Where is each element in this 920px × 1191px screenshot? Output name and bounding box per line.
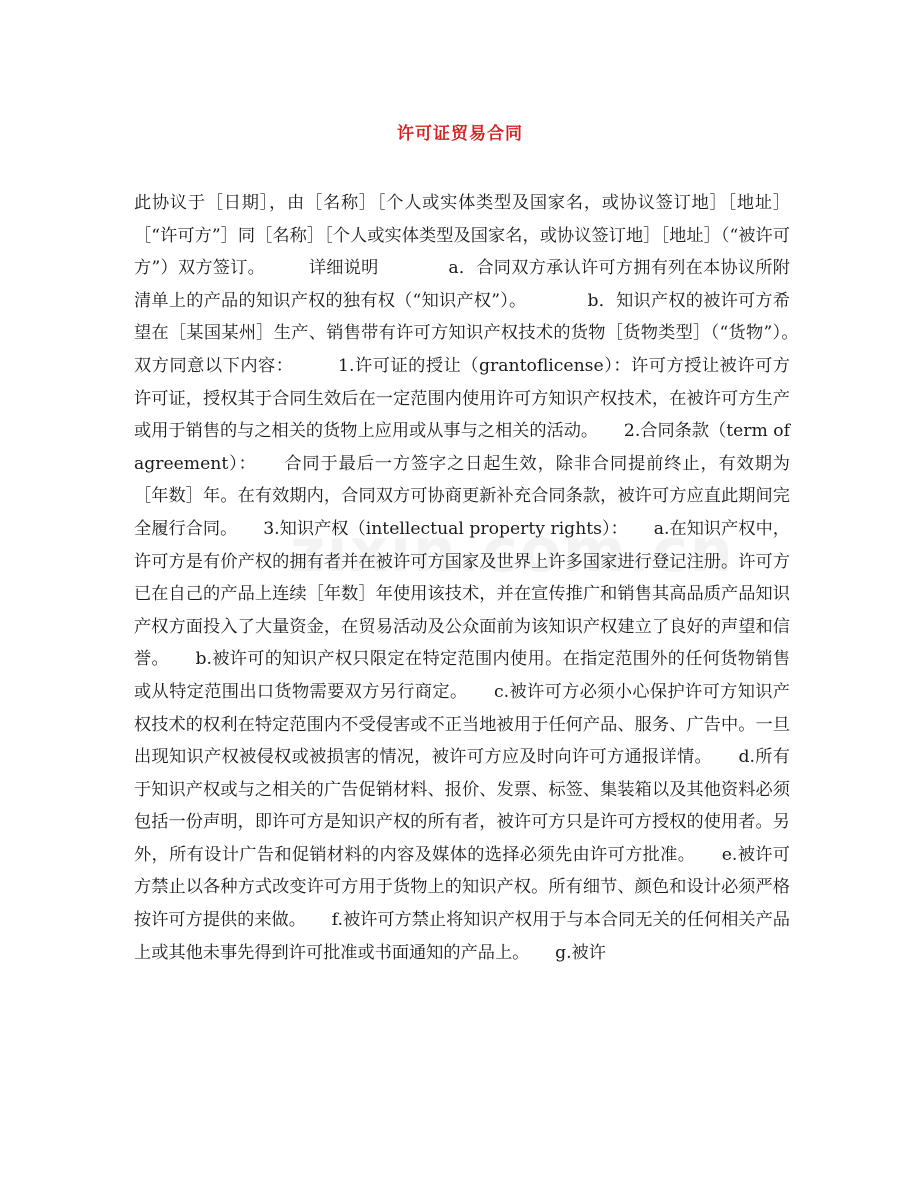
document-title: 许可证贸易合同 [397, 124, 523, 144]
document-body: 此协议于［日期］，由［名称］［个人或实体类型及国家名，或协议签订地］［地址］［“许可方”］同［名称］［个人或实体类型及国家名，或协议签订地］［地址］（“被许可方”）双方签订。 详细说明 a．合同双方承认许可方拥有列在本协议所附清单上的产品的知识产权的独有权（“知识产权”）。 b．知识产权的被许可方希望在［某国某州］生产、销售带有许可方知识产权技术的货物［货物类型］（“货物”）。 双方同意以下内容： 1.许可证的授让（grantoflicense）：许可方授让被许可方许可证，授权其于合同生效后在一定范围内使用许可方知识产权技术，在被许可方生产或用于销售的与之相关的货物上应用或从事与之相关的活动。 2.合同条款（term of agreement）： 合同于最后一方签字之日起生效，除非合同提前终止，有效期为［年数］年。在有效期内，合同双方可协商更新补充合同条款，被许可方应直此期间完全履行合同。 3.知识产权（intellectual property rights）： a.在知识产权中，许可方是有价产权的拥有者并在被许可方国家及世界上许多国家进行登记注册。许可方已在自己的产品上连续［年数］年使用该技术，并在宣传推广和销售其高品质产品知识产权方面投入了大量资金，在贸易活动及公众面前为该知识产权建立了良好的声望和信誉。 b.被许可的知识产权只限定在特定范围内使用。在指定范围外的任何货物销售或从特定范围出口货物需要双方另行商定。 c.被许可方必须小心保护许可方知识产权技术的权利在特定范围内不受侵害或不正当地被用于任何产品、服务、广告中。一旦出现知识产权被侵权或被损害的情况，被许可方应及时向许可方通报详情。 d.所有于知识产权或与之相关的广告促销材料、报价、发票、标签、集装箱以及其他资料必须包括一份声明，即许可方是知识产权的所有者，被许可方只是许可方授权的使用者。另外，所有设计广告和促销材料的内容及媒体的选择必须先由许可方批准。 e.被许可方禁止以各种方式改变许可方用于货物上的知识产权。所有细节、颜色和设计必须严格按许可方提供的来做。 f.被许可方禁止将知识产权用于与本合同无关的任何相关产品上或其他未事先得到许可批准或书面通知的产品上。 g.被许 [134, 193, 825, 963]
